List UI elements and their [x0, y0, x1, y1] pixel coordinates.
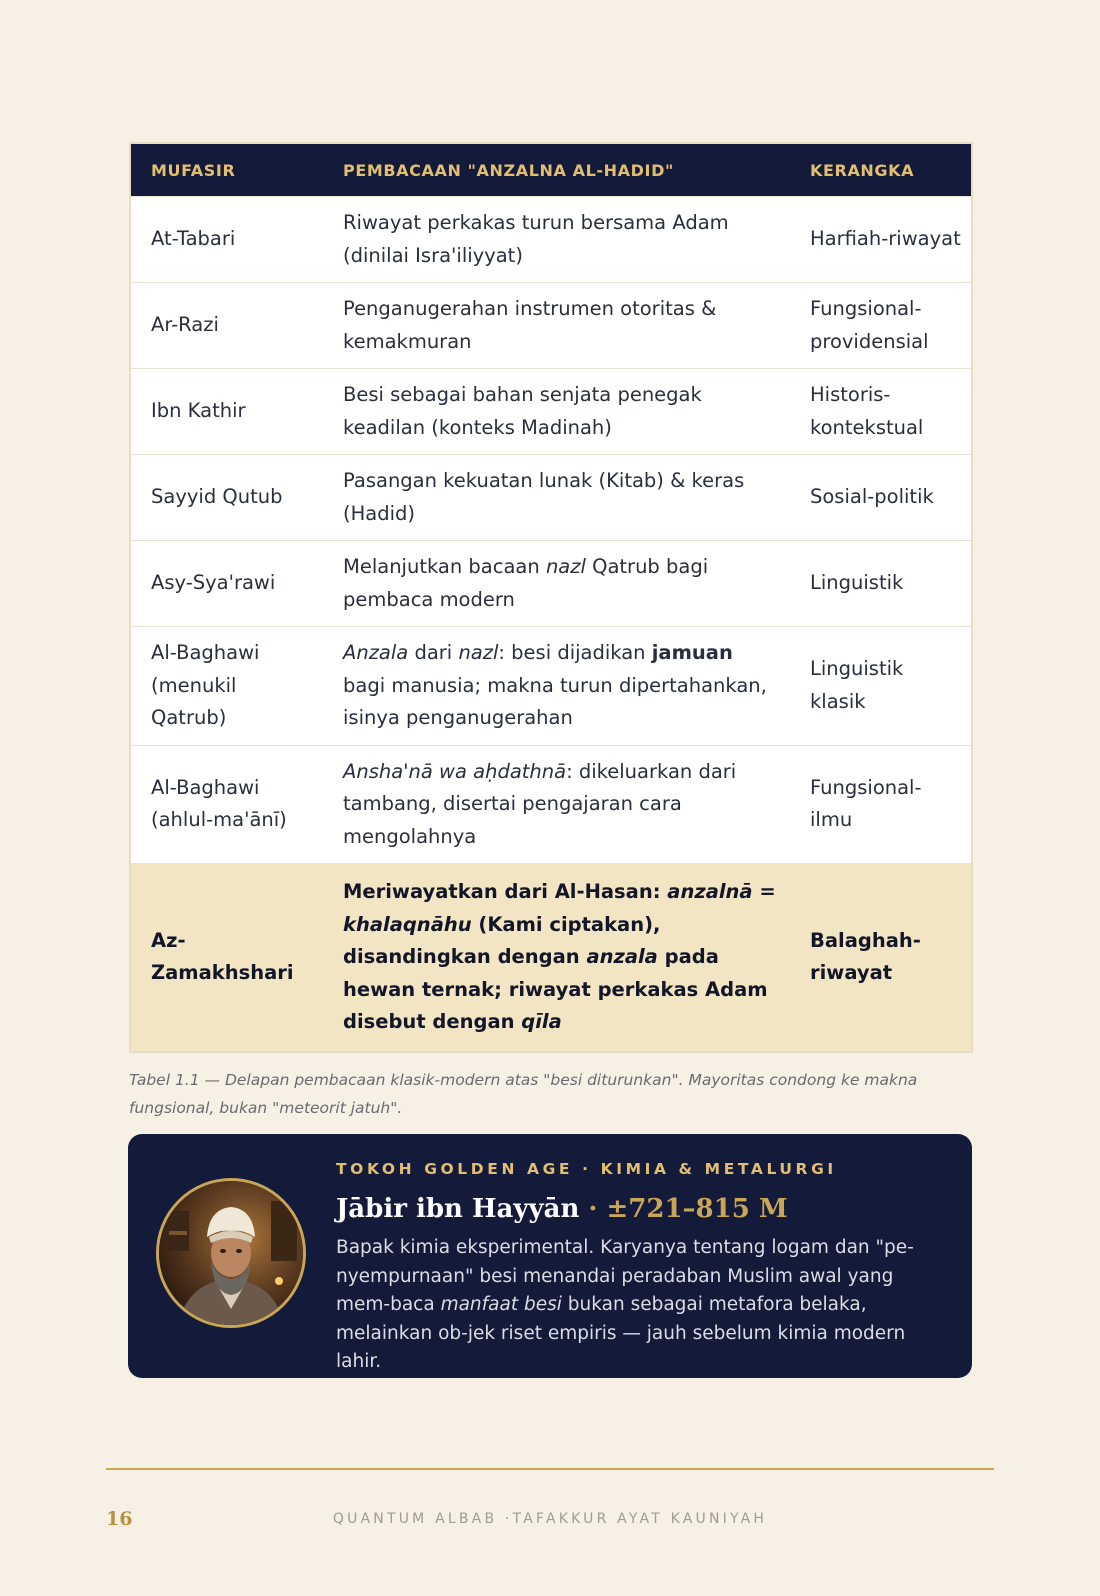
text-run: nazl: [545, 555, 586, 578]
cell-reading: [323, 369, 790, 455]
text-run: anzalnā: [667, 880, 753, 903]
text-run: Besi sebagai bahan senjata penegak keadilan (konteks Madinah): [343, 383, 702, 439]
cell-mufasir: Al-Baghawi (ahlul-ma'ānī): [130, 745, 323, 864]
scholar-portrait-icon: [156, 1178, 306, 1328]
table-row: [130, 283, 972, 369]
cell-reading: [323, 627, 790, 746]
cell-reading: [323, 864, 790, 1052]
text-run: qīla: [521, 1010, 562, 1033]
cell-framework: Sosial-politik: [790, 455, 972, 541]
cell-framework: Linguistik klasik: [790, 627, 972, 746]
text-run: Bapak kimia eksperimental. Karyanya tentang logam dan "pe-nyempurnaan" besi menandai peradaban Muslim awal yang mem-baca: [336, 1237, 914, 1315]
cell-reading: [323, 541, 790, 627]
column-header-framework: KERANGKA: [790, 143, 972, 197]
cell-mufasir: Asy-Sya'rawi: [130, 541, 323, 627]
profile-heading: [336, 1192, 946, 1226]
profile-dates: ±721–815 M: [606, 1194, 788, 1224]
table-header-row: [130, 143, 972, 197]
cell-framework: Balaghah-riwayat: [790, 864, 972, 1052]
table-row: [130, 197, 972, 283]
table-row: [130, 627, 972, 746]
column-header-mufasir: MUFASIR: [130, 143, 323, 197]
text-run: =: [752, 880, 776, 903]
cell-mufasir: At-Tabari: [130, 197, 323, 283]
profile-separator: ·: [579, 1194, 607, 1224]
text-run: anzala: [586, 945, 658, 968]
text-run: Meriwayatkan dari Al-Hasan:: [343, 880, 668, 903]
footer-divider: [106, 1468, 994, 1470]
cell-mufasir: Az-Zamakhshari: [130, 864, 323, 1052]
text-run: bukan sebagai metafora belaka, melainkan ob-jek riset empiris — jauh sebelum kimia modern lahir.: [336, 1294, 906, 1372]
profile-eyebrow: TOKOH GOLDEN AGE · KIMIA & METALURGI: [336, 1160, 837, 1178]
text-run: : besi dijadikan: [498, 641, 652, 664]
cell-mufasir: Al-Baghawi (menukil Qatrub): [130, 627, 323, 746]
table-caption: Tabel 1.1 — Delapan pembacaan klasik-modern atas "besi diturunkan". Mayoritas condong ke makna fungsional, bukan "meteorit jatuh".: [129, 1070, 918, 1117]
text-run: bagi manusia; makna turun dipertahankan, isinya penganugerahan: [343, 673, 767, 729]
cell-reading: [323, 745, 790, 864]
text-run: nazl: [458, 641, 499, 664]
cell-framework: Harfiah-riwayat: [790, 197, 972, 283]
cell-mufasir: Ar-Razi: [130, 283, 323, 369]
text-run: Anzala: [343, 641, 409, 664]
text-run: jamuan: [651, 641, 733, 664]
cell-reading: [323, 197, 790, 283]
cell-framework: Historis-kontekstual: [790, 369, 972, 455]
table-body: [130, 197, 972, 1052]
table-row: [130, 745, 972, 864]
cell-mufasir: Sayyid Qutub: [130, 455, 323, 541]
table-row: [130, 369, 972, 455]
column-header-reading: PEMBACAAN "ANZALNA AL-HADID": [323, 143, 790, 197]
text-run: manfaat besi: [440, 1294, 562, 1315]
text-run: (Kami ciptakan), disandingkan dengan: [343, 912, 661, 968]
table-row: [130, 864, 972, 1052]
text-run: Riwayat perkakas turun bersama Adam (dinilai Isra'iliyyat): [343, 211, 729, 267]
text-run: khalaqnāhu: [343, 912, 472, 936]
text-run: Ansha'nā wa aḥdathnā: [343, 759, 567, 783]
profile-text: [336, 1158, 946, 1377]
cell-reading: [323, 455, 790, 541]
text-run: Pasangan kekuatan lunak (Kitab) & keras (Hadid): [343, 469, 745, 525]
cell-framework: Fungsional-ilmu: [790, 745, 972, 864]
text-run: : dikeluarkan dari tambang, disertai pengajaran cara mengolahnya: [343, 759, 737, 848]
cell-mufasir: Ibn Kathir: [130, 369, 323, 455]
table-row: [130, 541, 972, 627]
profile-name: Jābir ibn Hayyān: [336, 1194, 580, 1224]
figure-profile-card: [128, 1134, 972, 1378]
running-footer-title: QUANTUM ALBAB ·TAFAKKUR AYAT KAUNIYAH: [332, 1511, 768, 1527]
cell-reading: [323, 283, 790, 369]
page-number: 16: [106, 1508, 133, 1530]
mufasir-table: [129, 142, 973, 1053]
text-run: Penganugerahan instrumen otoritas & kemakmuran: [343, 297, 717, 353]
text-run: dari: [408, 641, 459, 664]
table-row: [130, 455, 972, 541]
mufasir-table-section: [129, 142, 971, 1122]
text-run: pada hewan ternak; riwayat perkakas Adam disebut dengan: [343, 945, 768, 1033]
text-run: Melanjutkan bacaan: [343, 555, 546, 578]
cell-framework: Linguistik: [790, 541, 972, 627]
text-run: Qatrub bagi pembaca modern: [343, 555, 709, 611]
profile-description: [336, 1234, 946, 1377]
cell-framework: Fungsional-providensial: [790, 283, 972, 369]
